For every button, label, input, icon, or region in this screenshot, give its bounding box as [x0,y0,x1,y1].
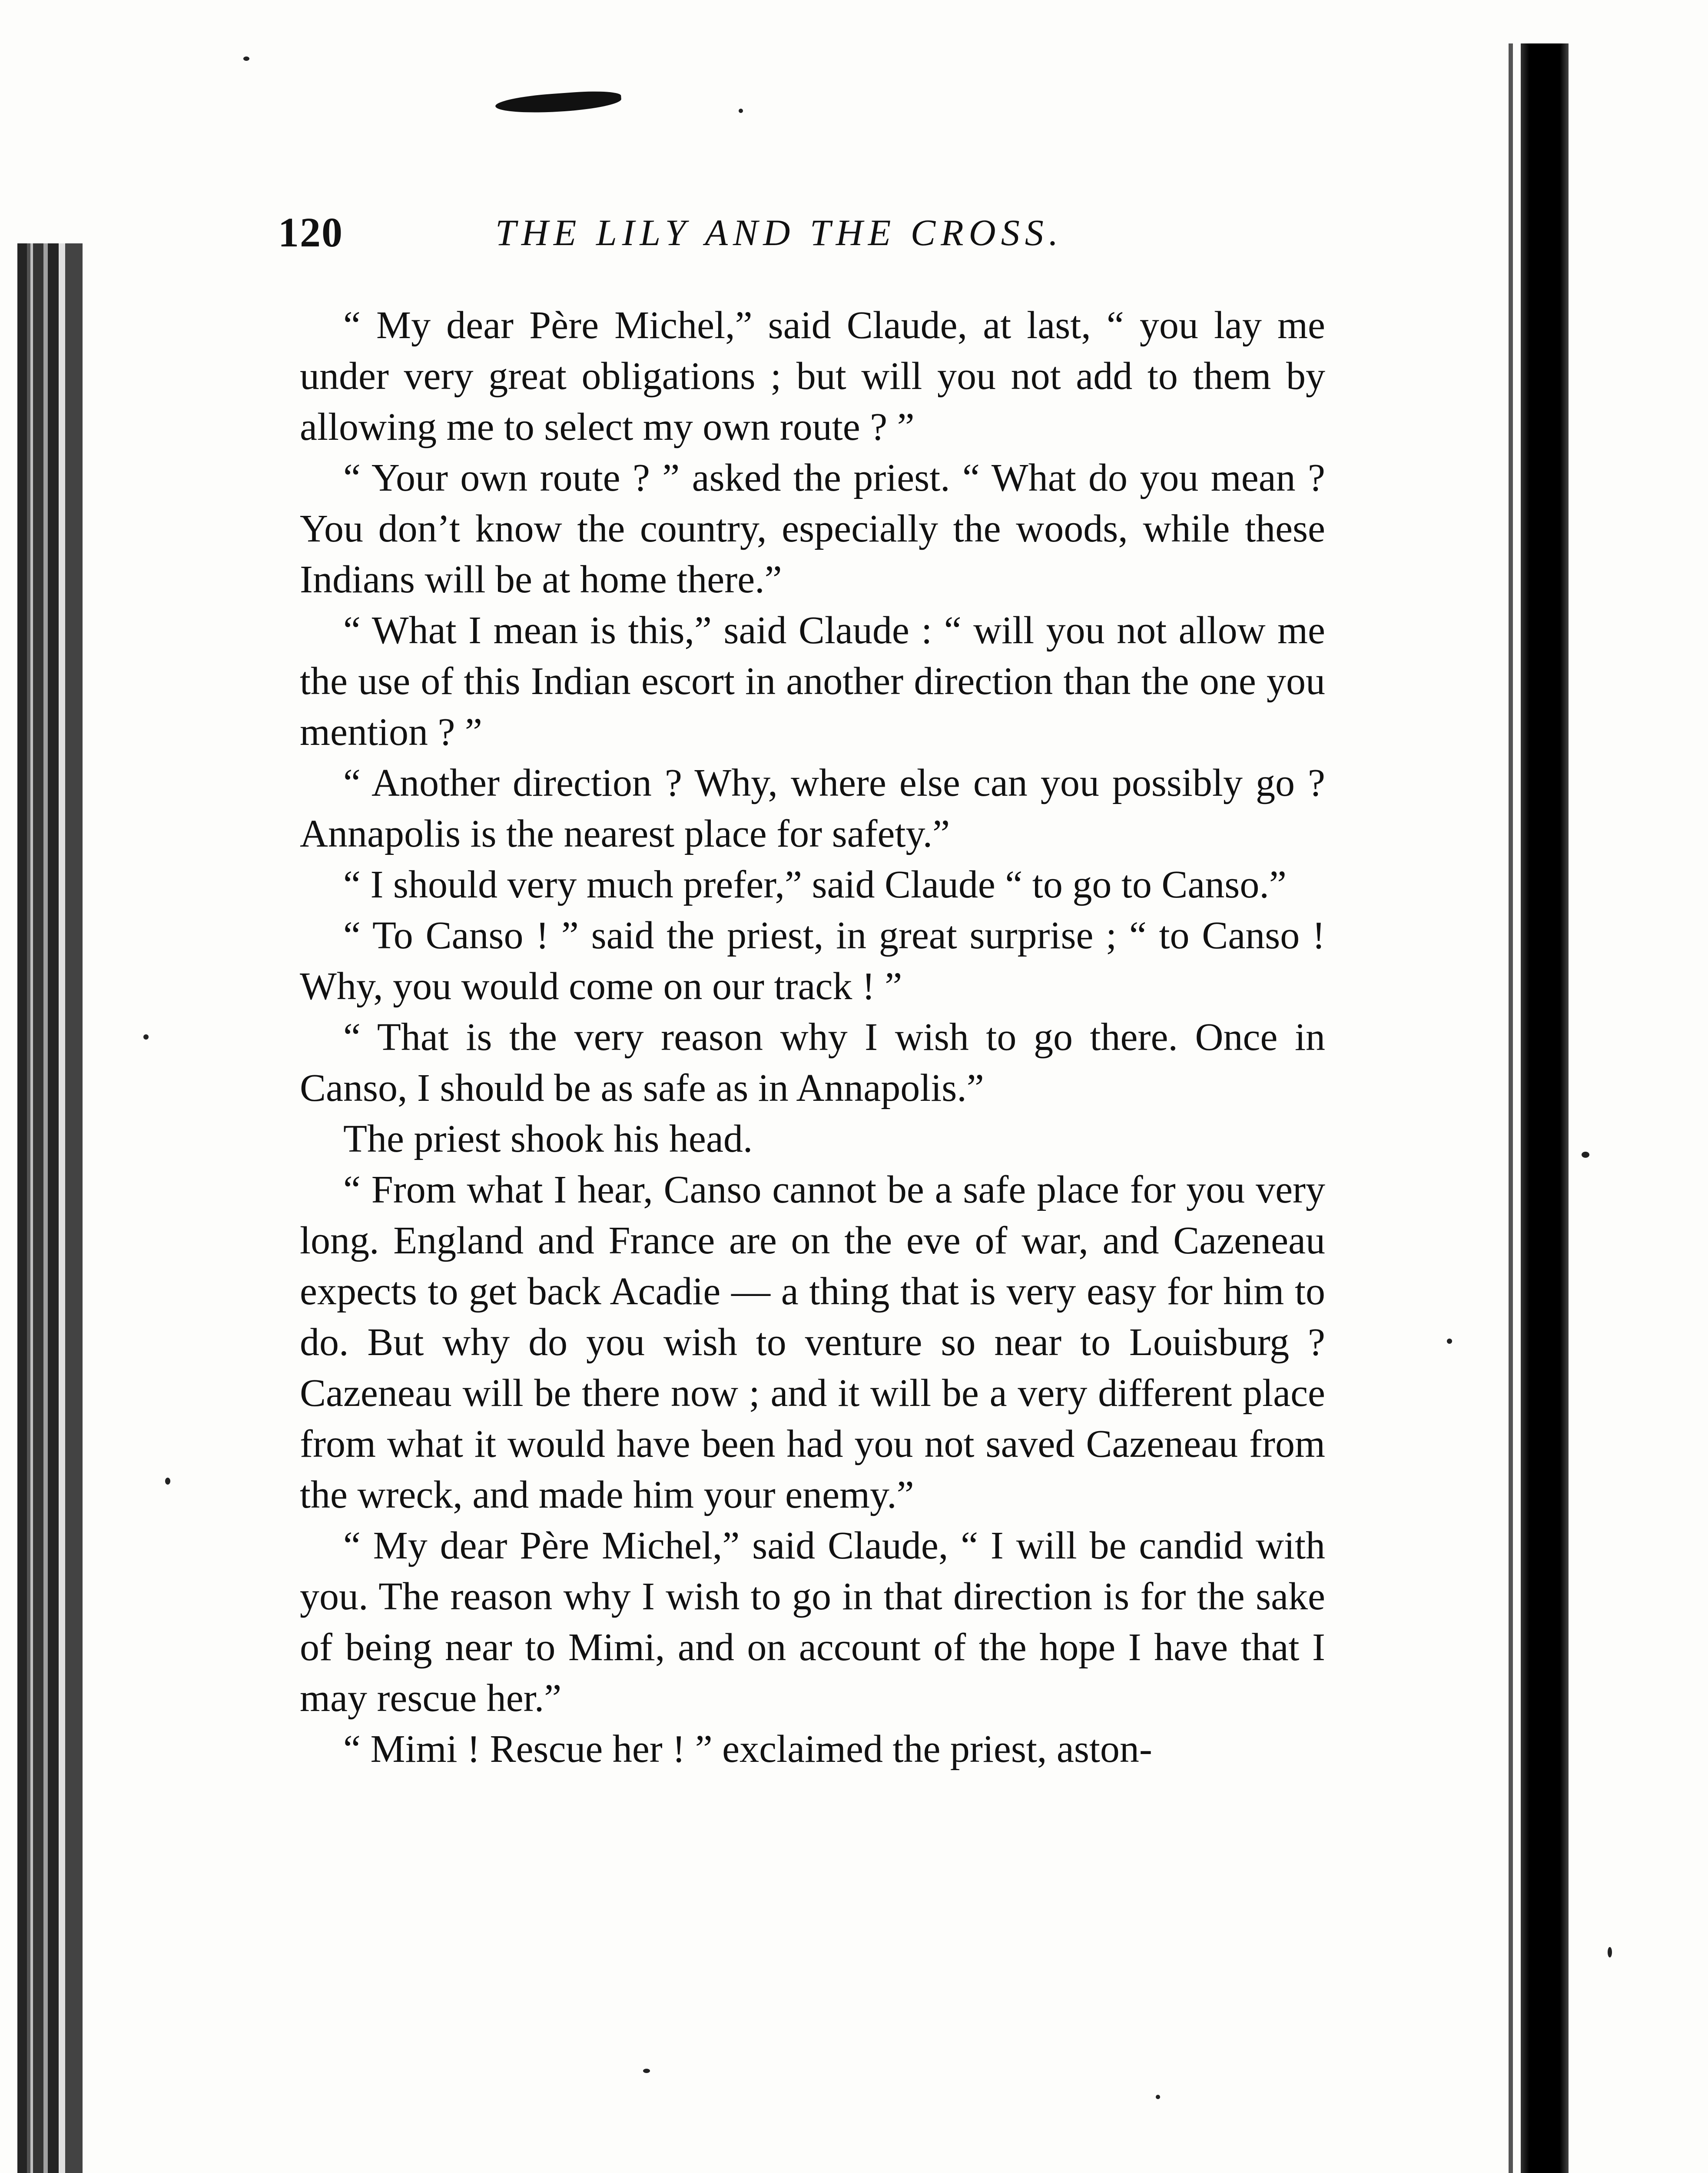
paragraph: “ To Canso ! ” said the priest, in great surprise ; “ to Canso ! Why, you would come on our track ! ” [300,914,1325,1008]
scan-speck [1608,1947,1612,1957]
paragraph: The priest shook his head. [343,1117,753,1160]
scan-speck [739,109,743,113]
paragraph: “ That is the very reason why I wish to go there. Once in Canso, I should be as safe as in Annapolis.” [300,1016,1325,1110]
paragraph: “ Mimi ! Rescue her ! ” exclaimed the priest, aston- [343,1728,1152,1771]
paragraph: “ From what I hear, Canso cannot be a safe place for you very long. England and France are on the eve of war, and Cazeneau expects to get back Acadie — a thing that is very easy for him to do. But why do you wish to venture so near to Louisburg ? Cazeneau will be there now ; and it will be a very different place from what it would have been had you not saved Cazeneau from the wreck, and made him your enemy.” [300,1168,1325,1516]
ink-smudge [495,89,622,116]
running-header [278,204,1364,261]
scan-speck [143,1034,149,1040]
scan-speck [1582,1152,1589,1158]
scan-speck [643,2069,650,2073]
scan-speck [165,1478,170,1485]
scan-speck [1156,2095,1160,2099]
body-text [300,300,1325,1774]
page-binding-edge-left [17,243,83,2173]
scan-speck [243,56,249,61]
paragraph: “ What I mean is this,” said Claude : “ will you not allow me the use of this Indian escort in another direction than the one you mention ? ” [300,609,1325,754]
page-binding-edge-right [1521,43,1569,2173]
running-title: THE LILY AND THE CROSS. [495,212,1064,253]
paragraph: “ My dear Père Michel,” said Claude, “ I will be candid with you. The reason why I wish to go in that direction is for the sake of being near to Mimi, and on account of the hope I have that I may rescue her.” [300,1524,1325,1720]
paragraph: “ My dear Père Michel,” said Claude, at last, “ you lay me under very great obligations ; but will you not add to them by allowing me to select my own route ? ” [300,304,1325,449]
scan-speck [1447,1339,1452,1344]
page-number: 120 [278,209,343,256]
paragraph: “ Another direction ? Why, where else can you possibly go ? Annapolis is the nearest place for safety.” [300,761,1325,855]
paragraph: “ I should very much prefer,” said Claude “ to go to Canso.” [343,863,1287,906]
paragraph: “ Your own route ? ” asked the priest. “ What do you mean ? You don’t know the country, especially the woods, while these Indians will be at home there.” [300,456,1325,601]
page-edge-line-right [1509,43,1513,2173]
